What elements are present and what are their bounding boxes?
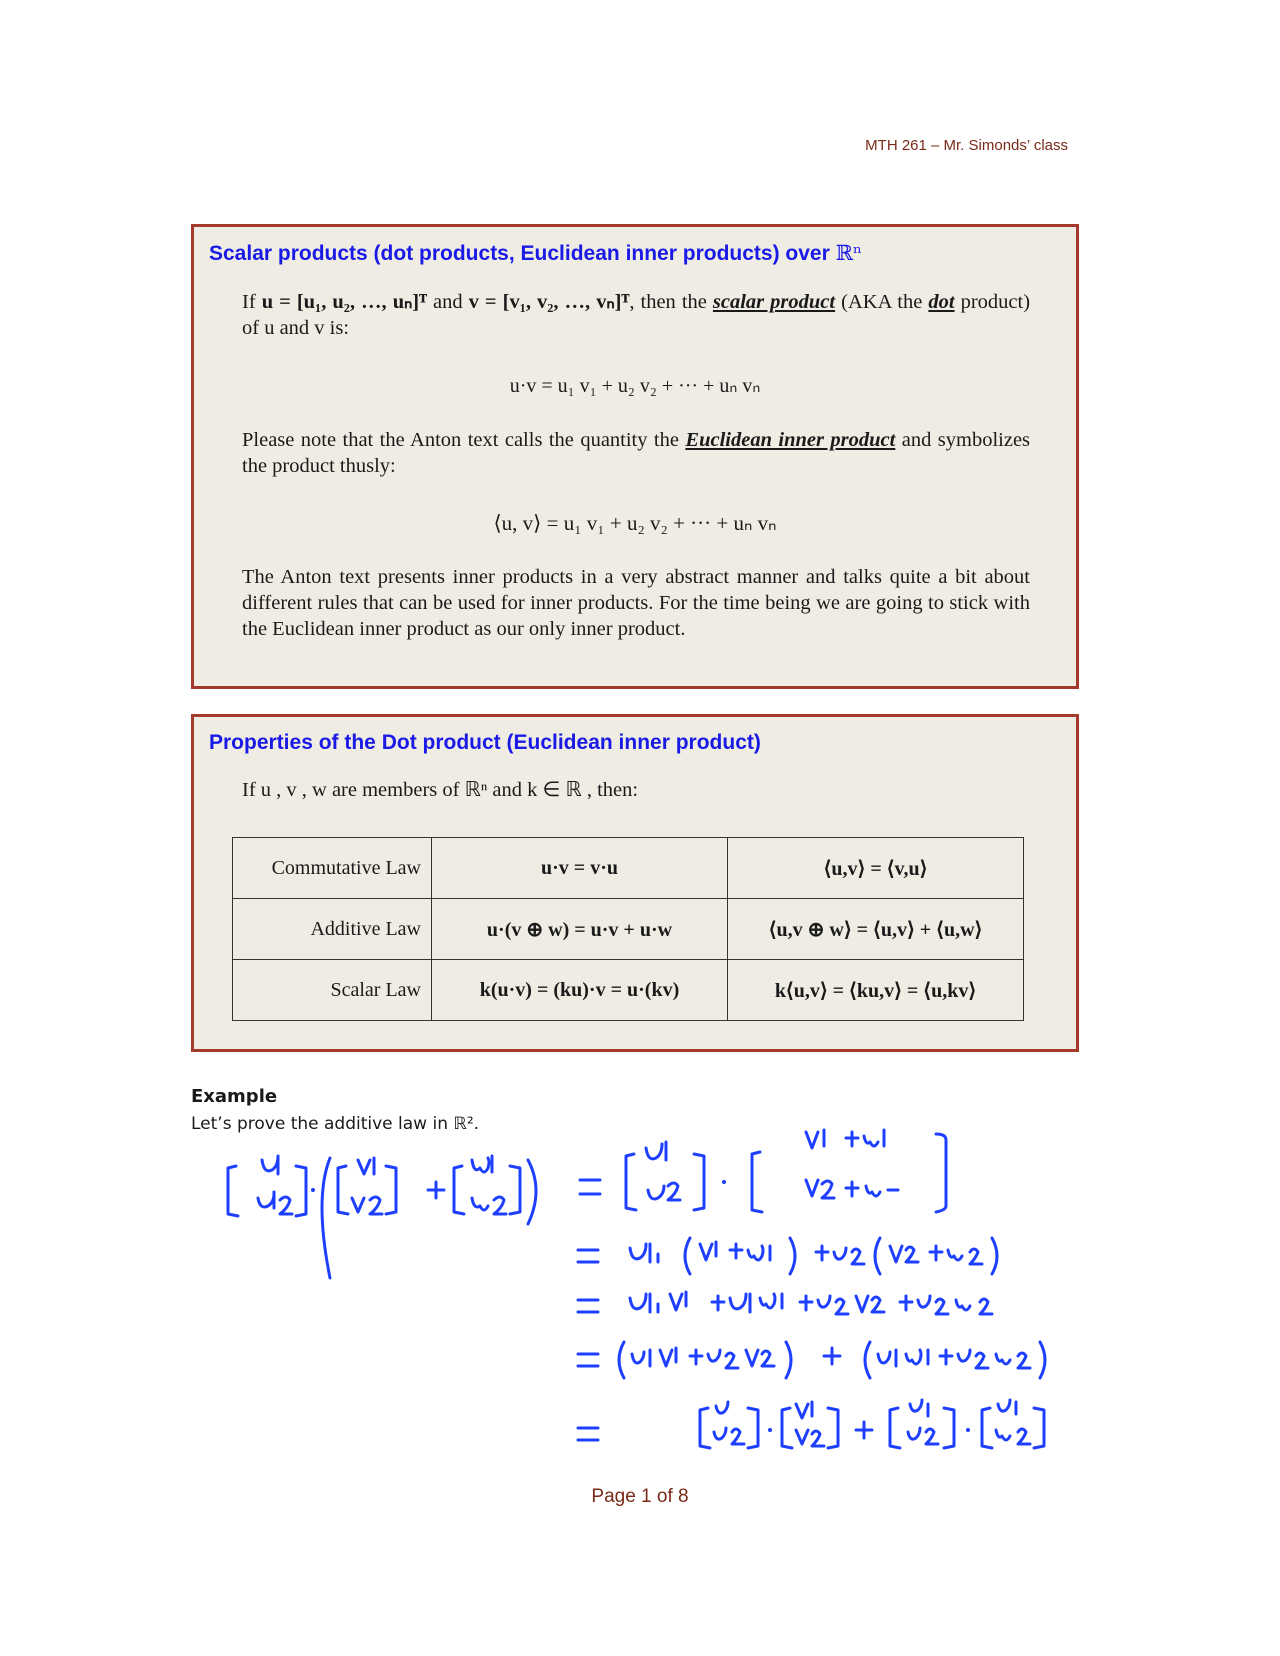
law-dot-form: u·v = v·u	[432, 838, 728, 899]
scalar-product-title	[209, 241, 862, 266]
law-dot-form: u·(v ⊕ w) = u·v + u·w	[432, 899, 728, 960]
intro-aka: (AKA the	[841, 291, 923, 313]
course-header: MTH 261 – Mr. Simonds’ class	[865, 137, 1068, 154]
anton-note-paragraph	[242, 427, 1030, 479]
example-statement: Let’s prove the additive law in ℝ².	[191, 1114, 480, 1134]
law-dot-form: k(u·v) = (ku)·v = u·(kv)	[432, 960, 728, 1021]
properties-box	[191, 714, 1079, 1052]
law-inner-form: ⟨u,v⟩ = ⟨v,u⟩	[728, 838, 1024, 899]
dot-product-formula: u·v = u₁ v₁ + u₂ v₂ + ··· + uₙ vₙ	[509, 375, 761, 397]
term-scalar-product: scalar product	[712, 291, 836, 313]
scalar-product-box	[191, 224, 1079, 689]
v-definition: v = [v₁, v₂, …, vₙ]ᵀ	[468, 291, 630, 313]
intro-if: If	[242, 291, 256, 313]
law-inner-form: ⟨u,v ⊕ w⟩ = ⟨u,v⟩ + ⟨u,w⟩	[728, 899, 1024, 960]
law-name: Commutative Law	[233, 838, 432, 899]
properties-title: Properties of the Dot product (Euclidean inner product)	[209, 731, 761, 754]
closing-paragraph: The Anton text presents inner products in a very abstract manner and talks quite a bit about different rules that can be used for inner products. For the time being we are going to stick with the Euclidean inner product as our only inner product.	[242, 566, 1030, 640]
definition-paragraph	[242, 289, 1030, 341]
table-row	[233, 960, 1024, 1021]
note-post: and symbolizes the product thusly:	[242, 429, 1031, 477]
table-row	[233, 838, 1024, 899]
note-pre: Please note that the Anton text calls the quantity the	[242, 429, 679, 451]
real-space-symbol: ℝⁿ	[835, 241, 863, 265]
example-title: Example	[191, 1086, 278, 1107]
intro-and: and	[433, 291, 463, 313]
table-row	[233, 899, 1024, 960]
properties-intro: If u , v , w are members of ℝⁿ and k ∈ ℝ , then:	[242, 779, 639, 801]
law-name: Additive Law	[233, 899, 432, 960]
inner-product-formula: ⟨u, v⟩ = u₁ v₁ + u₂ v₂ + ··· + uₙ vₙ	[493, 511, 777, 535]
scalar-product-title-text: Scalar products (dot products, Euclidean inner products) over	[209, 242, 830, 265]
law-name: Scalar Law	[233, 960, 432, 1021]
intro-tail: product) of u and v is:	[242, 291, 1031, 339]
term-euclidean-inner-product: Euclidean inner product	[685, 429, 896, 451]
intro-then: , then the	[629, 291, 707, 313]
u-definition: u = [u₁, u₂, …, uₙ]ᵀ	[261, 291, 427, 313]
page-number: Page 1 of 8	[591, 1486, 689, 1507]
laws-table	[232, 837, 1024, 1021]
law-inner-form: k⟨u,v⟩ = ⟨ku,v⟩ = ⟨u,kv⟩	[728, 960, 1024, 1021]
term-dot: dot	[928, 291, 955, 313]
